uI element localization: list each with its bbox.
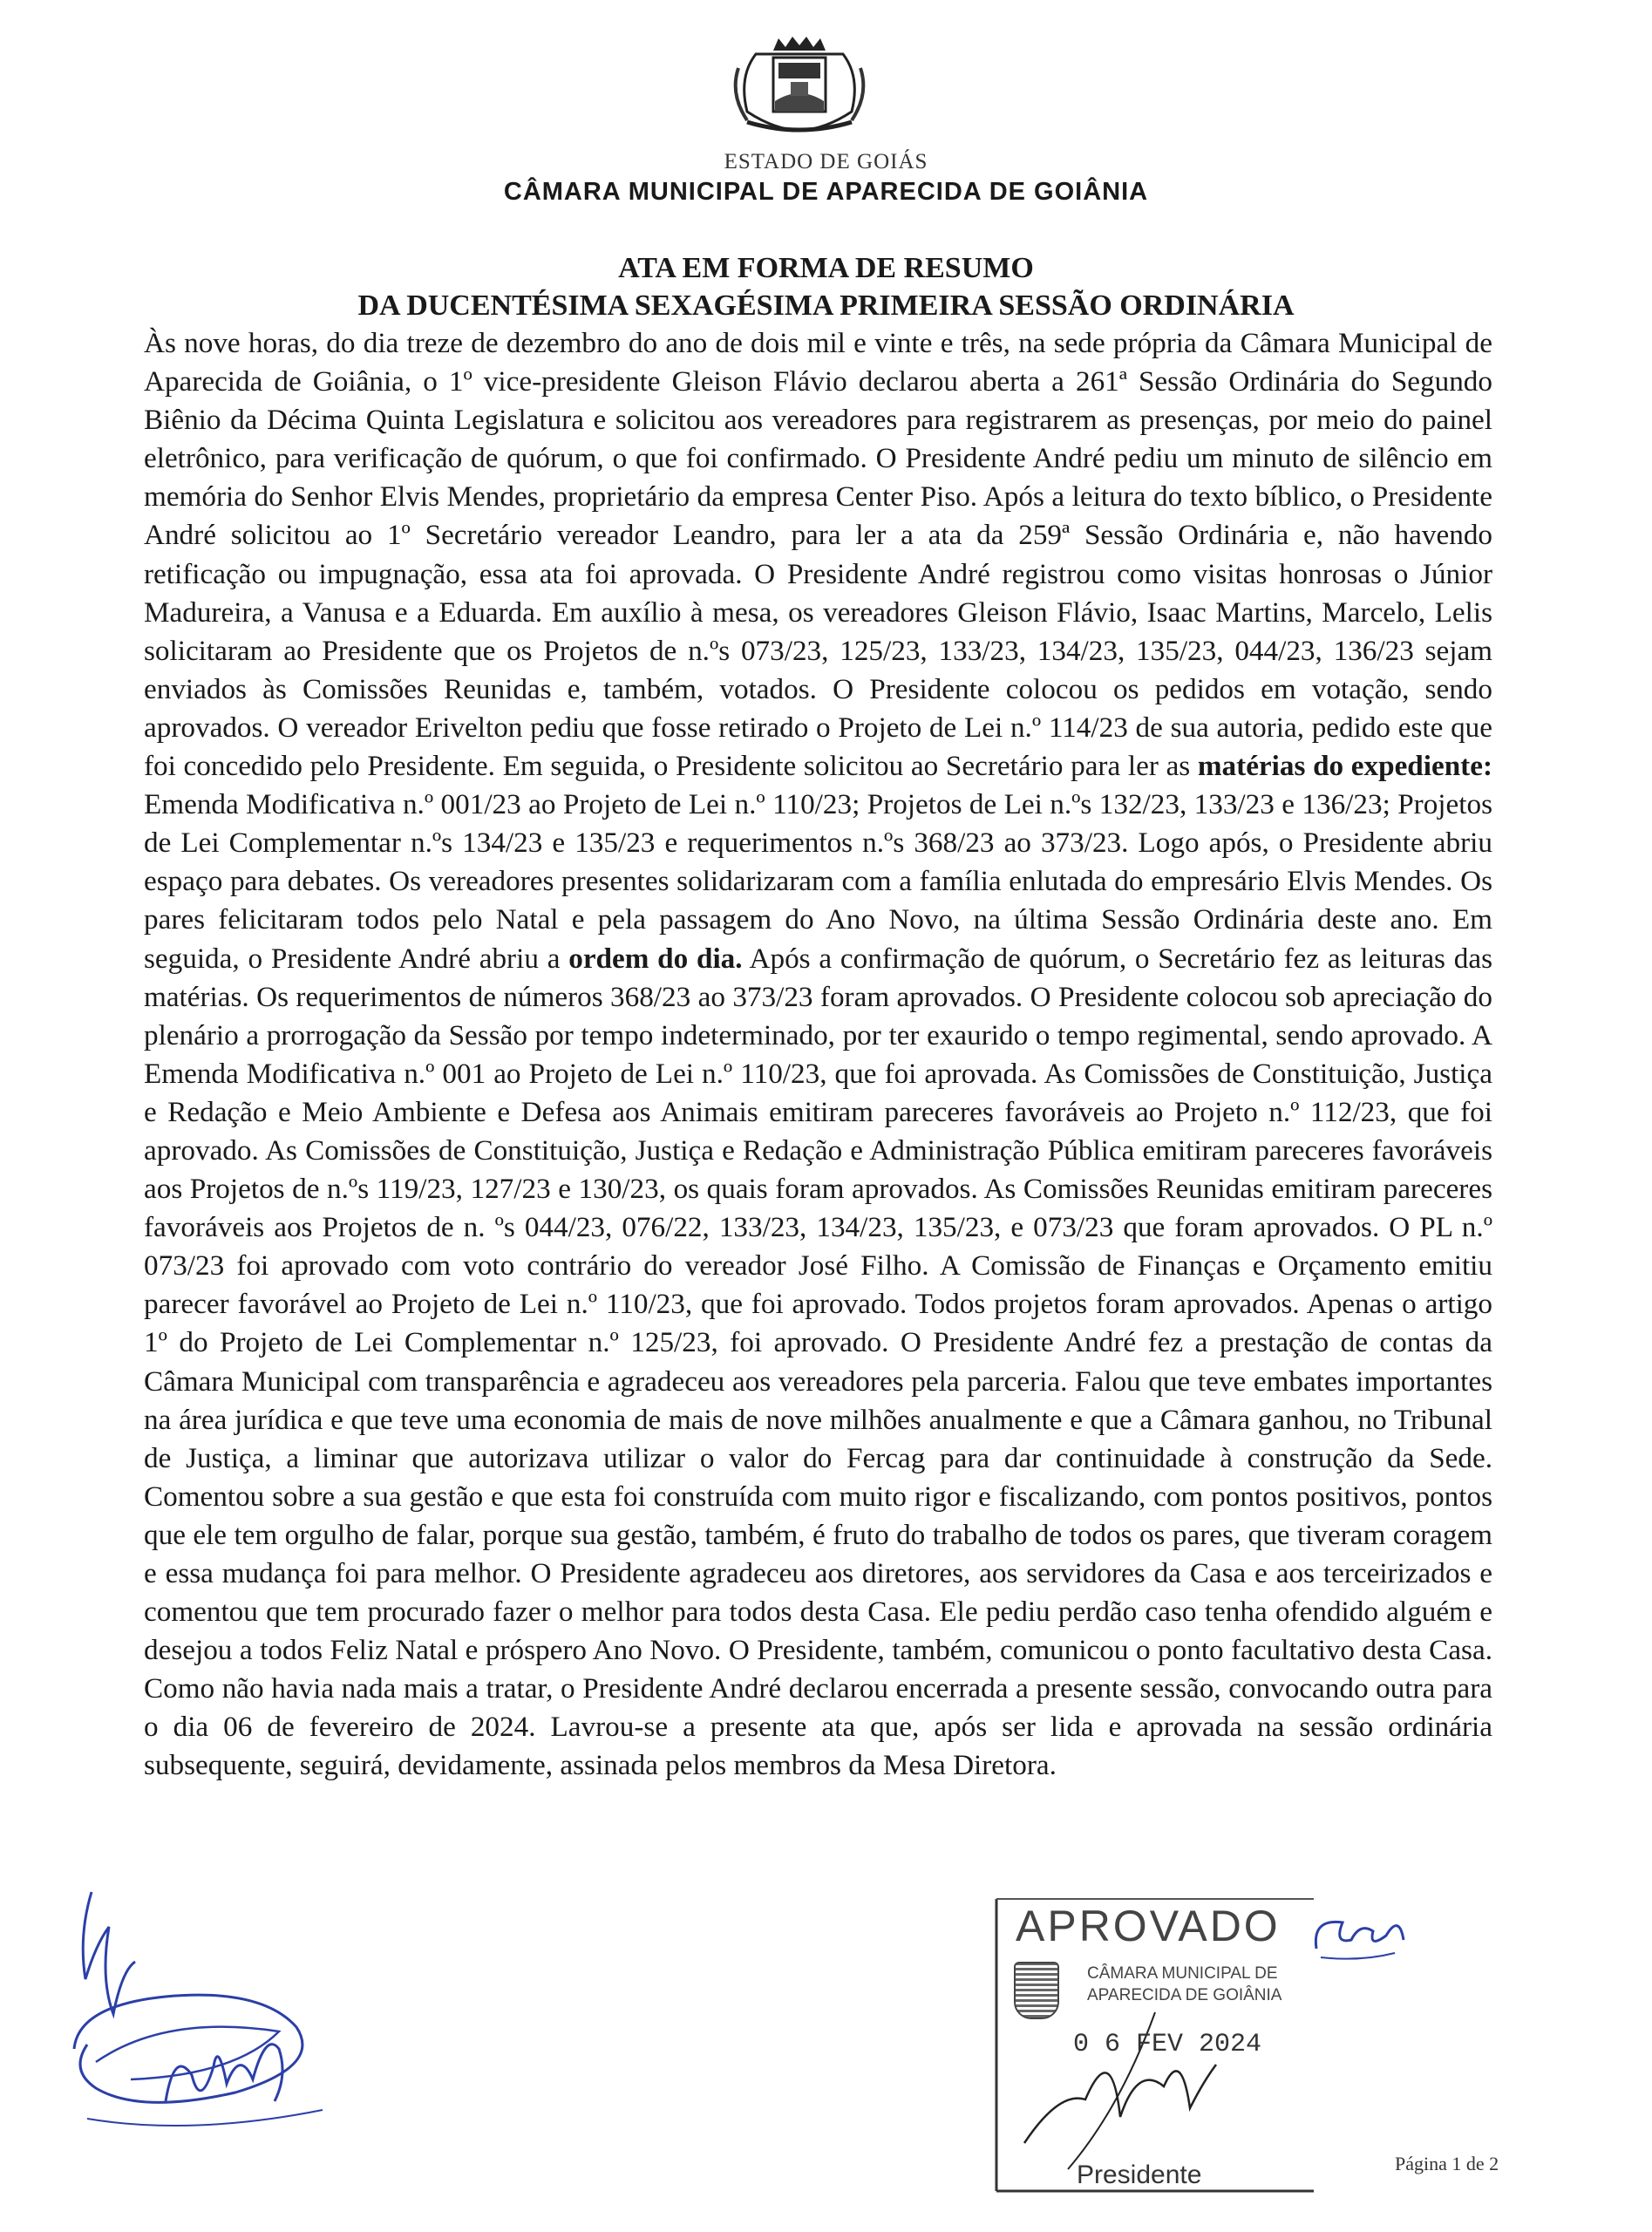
- minutes-body: [144, 324, 1492, 1786]
- chamber-name: CÂMARA MUNICIPAL DE APARECIDA DE GOIÂNIA: [503, 178, 1149, 206]
- stamp-status: APROVADO: [1016, 1902, 1281, 1950]
- minutes-text-part-2: Emenda Modificativa n.º 001/23 ao Projeto de Lei n.º 110/23; Projetos de Lei n.ºs 132/23, 133/23 e 136/23; Projetos de Lei Complementar n.ºs 134/23 e 135/23 e requerimentos n.ºs 368/23 ao 373/23. Logo após, o Presidente abriu espaço para debates. Os vereadores presentes solidarizaram com a família enlutada do empresário Elvis Mendes. Os pares felicitaram todos pelo Natal e pela passagem do Ano Novo, na última Sessão Ordinária deste ano. Em seguida, o Presidente André abriu a: [144, 788, 1492, 975]
- minutes-text-part-3: Após a confirmação de quórum, o Secretário fez as leituras das matérias. Os requerimentos de números 368/23 ao 373/23 foram aprovados. O Presidente colocou sob apreciação do plenário a prorrogação da Sessão por tempo indeterminado, por ter exaurido o tempo regimental, sendo aprovado. A Emenda Modificativa n.º 001 ao Projeto de Lei n.º 110/23, que foi aprovada. As Comissões de Constituição, Justiça e Redação e Meio Ambiente e Defesa aos Animais emitiram pareceres favoráveis ao Projeto n.º 112/23, que foi aprovado. As Comissões de Constituição, Justiça e Redação e Administração Pública emitiram pareceres favoráveis aos Projetos de n.ºs 119/23, 127/23 e 130/23, os quais foram aprovados. As Comissões Reunidas emitiram pareceres favoráveis aos Projetos de n. ºs 044/23, 076/22, 133/23, 134/23, 135/23, e 073/23 que foram aprovados. O PL n.º 073/23 foi aprovado com voto contrário do vereador José Filho. A Comissão de Finanças e Orçamento emitiu parecer favorável ao Projeto de Lei n.º 110/23, que foi aprovado. Todos projetos foram aprovados. Apenas o artigo 1º do Projeto de Lei Complementar n.º 125/23, foi aprovado. O Presidente André fez a prestação de contas da Câmara Municipal com transparência e agradeceu aos vereadores pela parceria. Falou que teve embates importantes na área jurídica e que teve uma economia de mais de nove milhões anualmente e que a Câmara ganhou, no Tribunal de Justiça, a liminar que autorizava utilizar o valor do Fercag para dar continuidade à construção da Sede. Comentou sobre a sua gestão e que esta foi construída com muito rigor e fiscalizando, com pontos positivos, pontos que ele tem orgulho de falar, porque sua gestão, também, é fruto do trabalho de todos os pares, que tiveram coragem e essa mudança foi para melhor. O Presidente agradeceu aos diretores, aos servidores da Casa e aos terceirizados e comentou que tem procurado fazer o melhor para todos desta Casa. Ele pediu perdão caso tenha ofendido alguém e desejou a todos Feliz Natal e próspero Ano Novo. O Presidente, também, comunicou o ponto facultativo desta Casa. Como não havia nada mais a tratar, o Presidente André declarou encerrada a presente sessão, convocando outra para o dia 06 de fevereiro de 2024. Lavrou-se a presente ata que, após ser lida e aprovada na sessão ordinária subsequente, seguirá, devidamente, assinada pelos membros da Mesa Diretora.: [144, 942, 1492, 1782]
- stamp-org-line1: CÂMARA MUNICIPAL DE: [1087, 1964, 1278, 1983]
- stamp-date: 0 6 FEV 2024: [1073, 2030, 1262, 2059]
- minutes-text-part-1: Às nove horas, do dia treze de dezembro do ano de dois mil e vinte e três, na sede própria da Câmara Municipal de Aparecida de Goiânia, o 1º vice-presidente Gleison Flávio declarou aberta a 261ª Sessão Ordinária do Segundo Biênio da Décima Quinta Legislatura e solicitou aos vereadores para registrarem as presenças, por meio do painel eletrônico, para verificação de quórum, o que foi confirmado. O Presidente André pediu um minuto de silêncio em memória do Senhor Elvis Mendes, proprietário da empresa Center Piso. Após a leitura do texto bíblico, o Presidente André solicitou ao 1º Secretário vereador Leandro, para ler a ata da 259ª Sessão Ordinária e, não havendo retificação ou impugnação, essa ata foi aprovada. O Presidente André registrou como visitas honrosas o Júnior Madureira, a Vanusa e a Eduarda. Em auxílio à mesa, os vereadores Gleison Flávio, Isaac Martins, Marcelo, Lelis solicitaram ao Presidente que os Projetos de n.ºs 073/23, 125/23, 133/23, 134/23, 135/23, 044/23, 136/23 sejam enviados às Comissões Reunidas e, também, votados. O Presidente colocou os pedidos em votação, sendo aprovados. O vereador Erivelton pediu que fosse retirado o Projeto de Lei n.º 114/23 de sua autoria, pedido este que foi concedido pelo Presidente. Em seguida, o Presidente solicitou ao Secretário para ler as: [144, 327, 1492, 783]
- document-subtitle: DA DUCENTÉSIMA SEXAGÉSIMA PRIMEIRA SESSÃO ORDINÁRIA: [357, 289, 1295, 322]
- stamp-org-line2: APARECIDA DE GOIÂNIA: [1087, 1986, 1282, 2004]
- signature-left: [61, 1875, 349, 2136]
- ordem-do-dia-heading: ordem do dia.: [568, 942, 743, 975]
- stamp-role: Presidente: [1077, 2161, 1202, 2189]
- expediente-heading: matérias do expediente:: [1197, 750, 1493, 783]
- initials-signature: [1308, 1905, 1412, 1966]
- approval-stamp: [989, 1882, 1321, 2200]
- stamp-crest-icon: [1014, 1962, 1059, 2019]
- document-title: ATA EM FORMA DE RESUMO: [618, 252, 1034, 284]
- page-number: Página 1 de 2: [1395, 2153, 1499, 2174]
- coat-of-arms-icon: [721, 33, 878, 138]
- state-name: ESTADO DE GOIÁS: [724, 150, 928, 174]
